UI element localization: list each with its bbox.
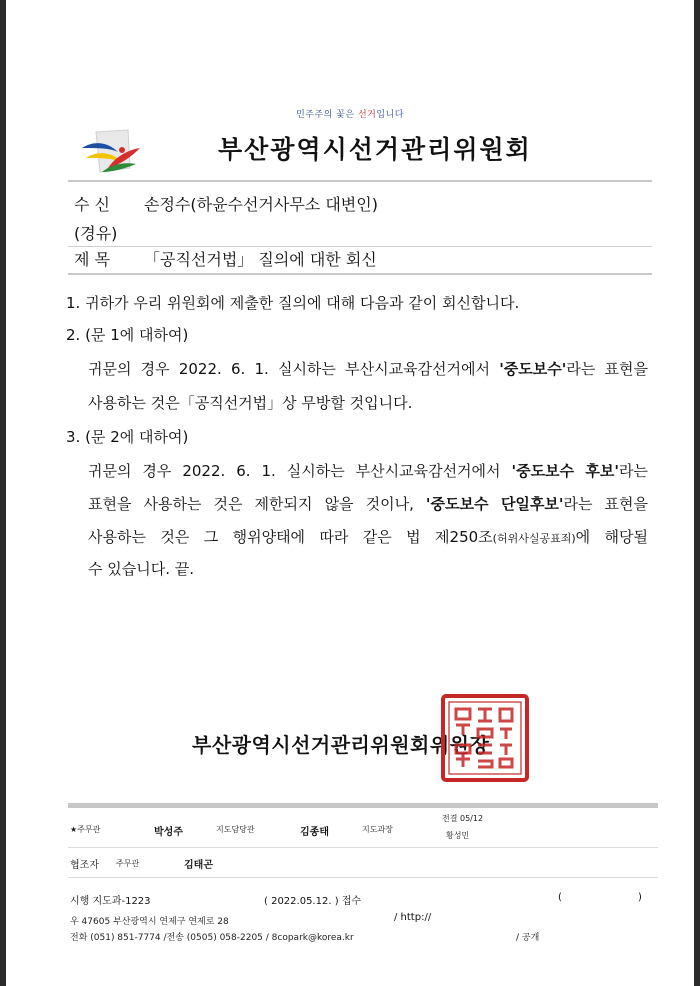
official-seal-icon [440, 693, 530, 783]
question-2-line-1 [88, 454, 648, 488]
slogan-text: 민주주의 꽃은 [296, 110, 358, 120]
question-1-line-1 [88, 352, 648, 386]
cooperator-name: 김태곤 [184, 860, 213, 871]
question-2-line-2 [88, 487, 648, 521]
small-note: (허위사실공표죄) [492, 532, 576, 545]
footer-row-divider [68, 847, 658, 848]
sender-name: 부산광역시선거관리위원회위원장 [192, 733, 490, 757]
slogan-highlight: 선거 [357, 110, 377, 120]
disclosure-status: / 공개 [516, 933, 540, 943]
approval-date: 전결 05/12 [442, 814, 484, 823]
approver-title: 지도과장 [362, 825, 393, 834]
footer-top-bar [68, 803, 658, 808]
drafter-title: ★주무관 [70, 825, 101, 834]
receipt-close-paren: ) [638, 892, 642, 903]
approver-name: 황성민 [446, 831, 470, 840]
reviewer-title: 지도담당관 [216, 825, 255, 834]
receipt-date: ( 2022.05.12. ) 접수 [264, 896, 362, 907]
cooperator-label: 협조자 [70, 860, 99, 871]
bold-term: '중도보수 단일후보' [425, 495, 564, 513]
drafter-name: 박성주 [154, 827, 183, 838]
paragraph-1: 1. 귀하가 우리 위원회에 제출한 질의에 대해 다음과 같이 회신합니다. [66, 294, 520, 312]
text-span: 사용하는 것은 그 행위양태에 따라 같은 법 제250조 [88, 528, 493, 546]
slogan [6, 107, 694, 120]
contact-info: 전화 (051) 851-7774 /전송 (0505) 058-2205 / 8copark@korea.kr [70, 933, 354, 943]
footer-row-divider [68, 877, 658, 878]
postal-address: 우 47605 부산광역시 연제구 연제로 28 [70, 917, 229, 927]
homepage-url: / http:// [394, 912, 432, 923]
recipient-value: 손정수(하윤수선거사무소 대변인) [144, 195, 378, 214]
document-page [6, 0, 694, 986]
election-commission-logo [78, 128, 144, 178]
reviewer-name: 김종태 [300, 827, 329, 838]
via-label: (경유) [74, 224, 118, 243]
header-divider [68, 180, 652, 182]
text-span: 라는 표현을 [563, 495, 648, 513]
subject-bottom-line [68, 273, 652, 275]
question-2-line-4: 수 있습니다. 끝. [88, 560, 195, 578]
subject-label: 제 목 [74, 250, 110, 269]
text-span: 에 해당될 [575, 528, 648, 546]
enforcement-number: 시행 지도과-1223 [70, 896, 151, 907]
receipt-open-paren: ( [558, 892, 562, 903]
text-span: 라는 [619, 462, 648, 480]
bold-term: '중도보수 후보' [511, 462, 620, 480]
question-1-heading: 2. (문 1에 대하여) [66, 326, 189, 344]
text-span: 귀문의 경우 2022. 6. 1. 실시하는 부산시교육감선거에서 [88, 462, 512, 480]
bold-term: '중도보수' [499, 360, 567, 378]
question-2-heading: 3. (문 2에 대하여) [66, 428, 189, 446]
question-2-line-3 [88, 520, 648, 556]
subject-value: 「공직선거법」 질의에 대한 회신 [144, 250, 377, 269]
slogan-text-end: 입니다 [376, 110, 404, 120]
recipient-label: 수 신 [74, 195, 110, 214]
organization-title: 부산광역시선거관리위원회 [218, 135, 532, 164]
text-span: 라는 표현을 [566, 360, 648, 378]
cooperator-title: 주무관 [116, 859, 140, 868]
question-1-line-2: 사용하는 것은「공직선거법」상 무방할 것입니다. [88, 394, 413, 412]
text-span: 귀문의 경우 2022. 6. 1. 실시하는 부산시교육감선거에서 [88, 360, 500, 378]
text-span: 표현을 사용하는 것은 제한되지 않을 것이나, [88, 495, 426, 513]
